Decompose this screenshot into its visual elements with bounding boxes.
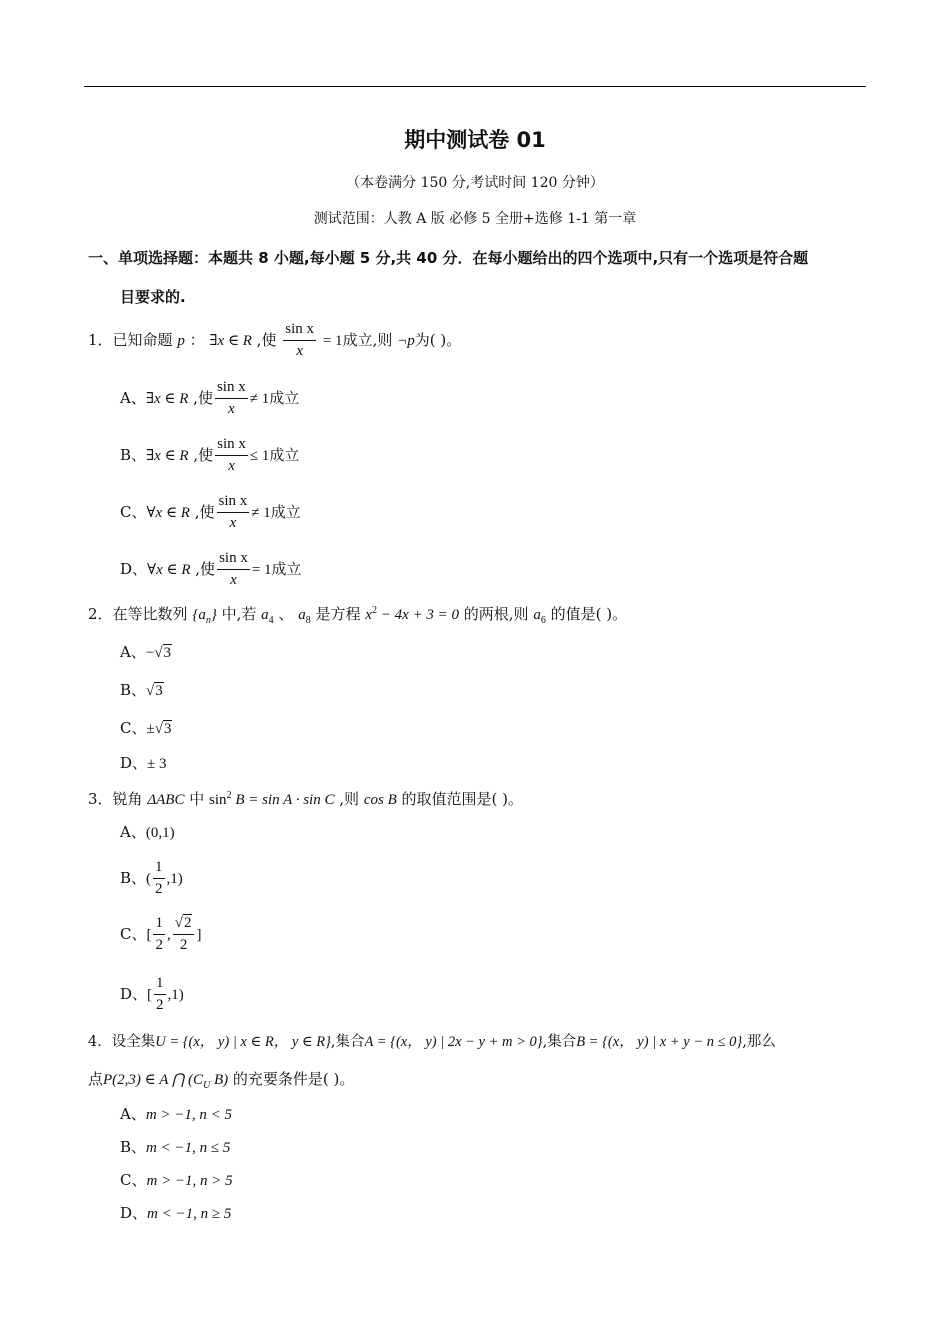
q1-tail: 成立,则 <box>342 330 393 349</box>
bracket-open: [ <box>147 986 153 1003</box>
frac-num: sin x <box>215 437 248 456</box>
option-tail: 成立 <box>271 559 302 578</box>
option-label: C、 <box>120 924 147 943</box>
q1-end: 为( )。 <box>414 330 462 349</box>
q2-option-c[interactable] <box>120 721 172 737</box>
q2-mid1: 中,若 <box>221 605 257 623</box>
q3-triangle: ΔABC <box>147 792 185 808</box>
q4-point: P(2,3) ∈ A ⋂ (C <box>103 1072 203 1088</box>
option-fraction <box>217 494 250 532</box>
frac-num: 1 <box>153 916 165 935</box>
option-label: B、 <box>120 681 147 699</box>
q4-stem-e: 点 <box>88 1070 104 1088</box>
sqrt-3: √3 <box>154 721 172 737</box>
option-label: D、 <box>120 754 148 772</box>
option-tail: ,1) <box>167 986 184 1003</box>
q4-option-b[interactable] <box>120 1140 230 1156</box>
option-tail: ,1) <box>166 870 183 887</box>
q4-option-d[interactable] <box>120 1206 231 1222</box>
section-heading: 一、单项选择题：本题共 8 小题,每小题 5 分,共 40 分．在每小题给出的四个选项中,只有一个选项是符合题 <box>88 249 809 267</box>
q2-option-a[interactable] <box>120 645 172 661</box>
q1-option-a[interactable] <box>120 380 299 418</box>
q1-frac-den: x <box>296 342 304 359</box>
radicand: 3 <box>163 721 172 737</box>
q2-eq-sup: 2 <box>371 605 377 616</box>
q3-option-c[interactable] <box>120 916 201 954</box>
frac-den: 2 <box>155 880 163 897</box>
option-text: m < −1, n ≥ 5 <box>147 1206 232 1222</box>
option-text: (0,1) <box>145 825 175 841</box>
bracket-open: ( <box>146 870 152 887</box>
option-quantifier: ∃x ∈ R <box>146 447 189 464</box>
option-label: A、 <box>120 823 146 841</box>
option-shi: ,使 <box>189 502 215 521</box>
q4-stem-d: ,那么 <box>742 1034 776 1050</box>
option-label: D、 <box>120 1204 148 1222</box>
q1-quant: ∃x ∈ R <box>209 332 252 349</box>
option-relation: = 1 <box>251 561 272 578</box>
q4-point-sub: U <box>202 1080 211 1091</box>
frac-den: 2 <box>155 936 163 953</box>
option-fraction <box>215 380 248 418</box>
q2-stem-a: 2．在等比数列 <box>88 605 188 623</box>
exam-info: （本卷满分 150 分,考试时间 120 分钟） <box>346 175 604 191</box>
q2-a6: a <box>533 607 541 623</box>
sqrt-3: √3 <box>154 645 172 661</box>
option-shi: ,使 <box>188 445 214 464</box>
q4-option-c[interactable] <box>120 1173 233 1189</box>
q2-mid3: 的两根,则 <box>463 605 529 623</box>
q4-stem-b: ,集合 <box>330 1034 365 1050</box>
frac-den: x <box>228 457 235 474</box>
q1-frac-num: sin x <box>283 322 316 341</box>
option-tail: 成立 <box>269 388 300 407</box>
q2-a4-sub: 4 <box>268 615 274 626</box>
q1-stem-a: 1．已知命题 <box>88 330 173 349</box>
frac-den: x <box>228 400 235 417</box>
q2-a4: a <box>261 607 269 623</box>
option-label: C、 <box>120 1171 147 1189</box>
q1-option-c[interactable] <box>120 494 301 532</box>
q2-seq-sub: n <box>205 615 211 626</box>
question-3 <box>88 791 523 808</box>
q1-p: p <box>177 332 185 349</box>
option-label: B、 <box>120 868 147 887</box>
page-title: 期中测试卷 01 <box>404 128 546 152</box>
option-fraction <box>217 551 250 589</box>
q1-option-d[interactable] <box>120 551 302 589</box>
q3-option-a[interactable] <box>120 825 175 841</box>
question-2 <box>88 606 627 626</box>
option-label: B、 <box>120 1138 147 1156</box>
q3-option-d[interactable] <box>120 976 184 1014</box>
q2-eq-rest: − 4x + 3 = 0 <box>376 607 459 623</box>
q1-negp: ¬p <box>397 332 415 349</box>
q4-option-a[interactable] <box>120 1107 232 1123</box>
option-sign: ± <box>146 721 155 737</box>
q3-cos: cos B <box>363 792 397 808</box>
option-quantifier: ∃x ∈ R <box>145 390 189 407</box>
option-quantifier: ∀x ∈ R <box>146 504 190 521</box>
option-relation: ≠ 1 <box>249 390 270 407</box>
q4-stem-c: ,集合 <box>542 1034 577 1050</box>
q4-stem-a: 4．设全集 <box>88 1034 156 1050</box>
option-label: A、 <box>120 388 146 407</box>
frac-den: x <box>230 571 237 588</box>
frac-den: 2 <box>156 996 164 1013</box>
option-relation: ≤ 1 <box>249 447 270 464</box>
q4-set-a: A = {(x， y) | 2x − y + m > 0} <box>364 1034 543 1050</box>
q4-point-end: B) <box>210 1072 229 1088</box>
q2-end: 的值是( )。 <box>550 605 628 623</box>
q4-set-u: U = {(x， y) | x ∈ R， y ∈ R} <box>155 1034 331 1050</box>
q3-end: 的取值范围是( )。 <box>401 790 524 808</box>
option-text: m < −1, n ≤ 5 <box>146 1140 231 1156</box>
q3-mid2: ,则 <box>339 790 360 808</box>
q4-stem-f: 的充要条件是( )。 <box>232 1070 355 1088</box>
q2-a8: a <box>298 607 306 623</box>
option-quantifier: ∀x ∈ R <box>147 561 191 578</box>
fraction-half <box>154 976 166 1014</box>
option-text: ± 3 <box>147 756 167 772</box>
frac-num: 1 <box>154 976 166 995</box>
fraction-half <box>153 916 165 954</box>
q3-rest: B = sin A · sin C <box>231 792 335 808</box>
question-1 <box>88 322 461 360</box>
q2-option-b[interactable] <box>120 683 164 699</box>
option-shi: ,使 <box>190 559 216 578</box>
option-label: B、 <box>120 445 147 464</box>
q3-sup: 2 <box>226 790 232 801</box>
q3-stem-a: 3．锐角 <box>88 790 143 808</box>
bracket-close: ] <box>196 926 202 943</box>
bracket-open: [ <box>146 926 152 943</box>
q1-option-b[interactable] <box>120 437 299 475</box>
fraction-half <box>153 860 165 898</box>
option-sign: − <box>145 645 155 661</box>
radicand: 3 <box>163 645 172 661</box>
option-fraction <box>215 437 248 475</box>
option-label: D、 <box>120 984 148 1003</box>
option-label: A、 <box>120 1105 146 1123</box>
option-shi: ,使 <box>188 388 213 407</box>
q1-fraction <box>283 322 316 360</box>
question-4-line-1 <box>88 1035 776 1050</box>
question-4-line-2 <box>88 1072 354 1091</box>
frac-num: sin x <box>215 380 248 399</box>
q3-option-b[interactable] <box>120 860 183 898</box>
q2-dun: 、 <box>273 605 299 623</box>
option-label: C、 <box>120 719 147 737</box>
frac-num: sin x <box>217 494 250 513</box>
q2-a6-sub: 6 <box>540 615 546 626</box>
option-tail: 成立 <box>269 445 300 464</box>
section-heading-cont: 目要求的. <box>120 288 186 306</box>
test-scope: 测试范围：人教 A 版 必修 5 全册+选修 1-1 第一章 <box>313 211 637 227</box>
comma: , <box>166 926 171 943</box>
q2-a8-sub: 8 <box>305 615 311 626</box>
q1-shi: ,使 <box>251 330 277 349</box>
radicand: 3 <box>155 683 163 699</box>
q1-eq: = 1 <box>322 332 343 349</box>
q2-mid2: 是方程 <box>315 605 361 623</box>
sqrt-3: √3 <box>146 683 163 699</box>
q3-sin: sin <box>209 792 227 808</box>
frac-den: x <box>229 514 237 531</box>
q2-eq-x: x <box>365 607 372 623</box>
q2-seq-close: } <box>210 607 217 623</box>
option-label: A、 <box>120 643 146 661</box>
fraction-sqrt2-over-2: $\frac{√2}{2}$ <box>173 916 195 954</box>
option-tail: 成立 <box>270 502 301 521</box>
q3-mid1: 中 <box>189 790 205 808</box>
frac-den: 2 <box>179 936 188 953</box>
q2-seq: {a <box>192 607 206 623</box>
option-text: m > −1, n > 5 <box>146 1173 233 1189</box>
frac-num: sin x <box>217 551 250 570</box>
option-label: C、 <box>120 502 147 521</box>
option-label: D、 <box>120 559 148 578</box>
option-relation: ≠ 1 <box>251 504 271 521</box>
q1-colon: ： <box>189 330 205 349</box>
option-text: m > −1, n < 5 <box>145 1107 233 1123</box>
radicand: 2 <box>183 915 192 931</box>
q4-set-b: B = {(x， y) | x + y − n ≤ 0} <box>576 1034 743 1050</box>
frac-num: 1 <box>153 860 165 879</box>
header-rule <box>84 86 866 87</box>
q2-option-d[interactable] <box>120 756 167 772</box>
